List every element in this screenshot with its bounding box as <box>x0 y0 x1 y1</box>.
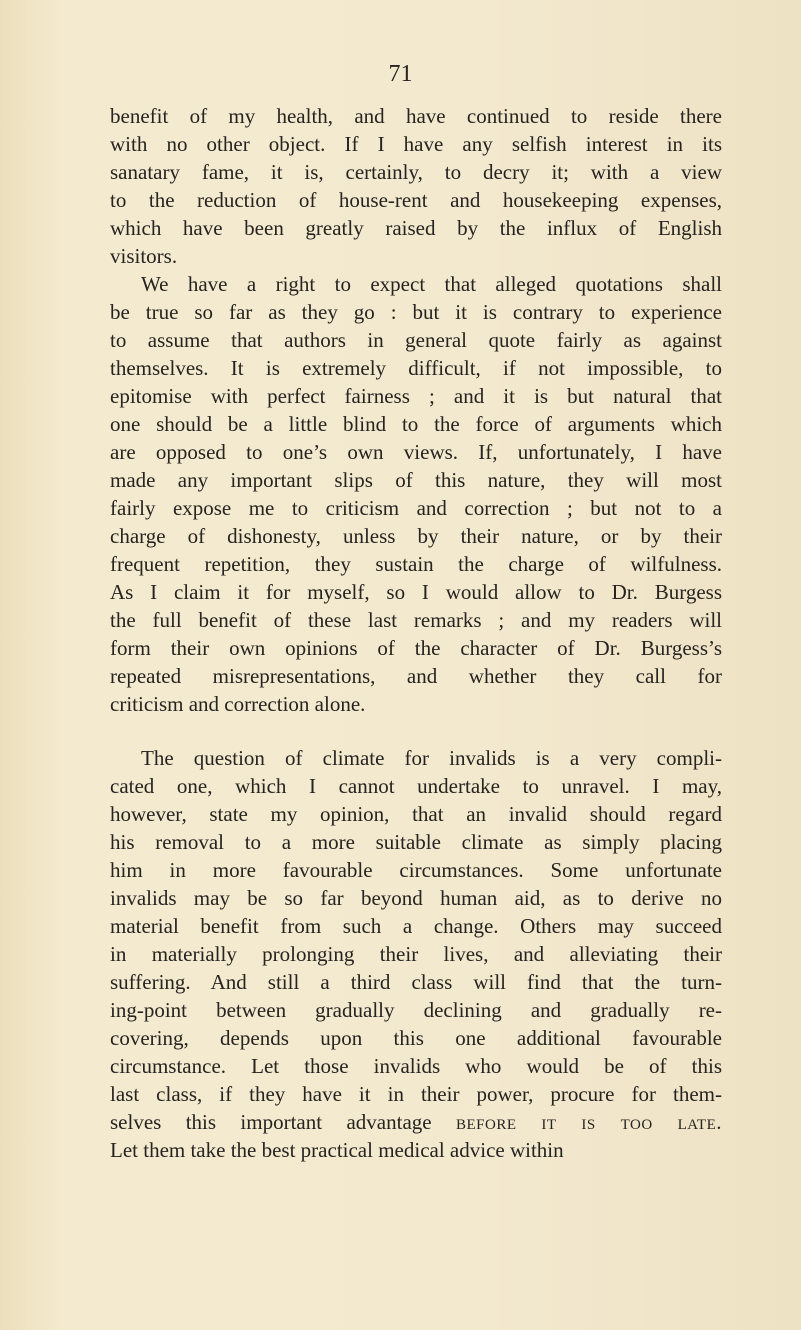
text-line: suffering. And still a third class will find that the turn- <box>110 970 722 994</box>
text-line: covering, depends upon this one additional favourable <box>110 1026 722 1050</box>
text-line: benefit of my health, and have continued to reside there <box>110 104 722 128</box>
text-line: form their own opinions of the character of Dr. Burgess’s <box>110 636 722 660</box>
text-line: cated one, which I cannot undertake to unravel. I may, <box>110 774 722 798</box>
text-line: him in more favourable circumstances. Some unfortunate <box>110 858 722 882</box>
paragraph-1 <box>110 102 722 270</box>
text-line: epitomise with perfect fairness ; and it is but natural that <box>110 384 722 408</box>
text-line: The question of climate for invalids is a very compli- <box>141 746 722 770</box>
text-line: themselves. It is extremely difficult, if not impossible, to <box>110 356 722 380</box>
text-line: be true so far as they go : but it is contrary to experience <box>110 300 722 324</box>
text-line: however, state my opinion, that an invalid should regard <box>110 802 722 826</box>
text-line: are opposed to one’s own views. If, unfortunately, I have <box>110 440 722 464</box>
text-line: frequent repetition, they sustain the charge of wilfulness. <box>110 552 722 576</box>
text-line: Let them take the best practical medical advice within <box>110 1138 564 1162</box>
text-block-bottom <box>110 744 722 1164</box>
text-line-prefix: selves this important advantage <box>110 1110 432 1134</box>
page-number: 71 <box>388 61 413 87</box>
text-line: As I claim it for myself, so I would allow to Dr. Burgess <box>110 580 722 604</box>
text-line: ing-point between gradually declining and gradually re- <box>110 998 722 1022</box>
text-line: with no other object. If I have any selfish interest in its <box>110 132 722 156</box>
text-line: visitors. <box>110 244 178 268</box>
small-caps-emphasis: before it is too late. <box>455 1110 722 1134</box>
text-line: We have a right to expect that alleged quotations shall <box>141 272 722 296</box>
paragraph-3 <box>110 744 722 1164</box>
text-line: to assume that authors in general quote fairly as against <box>110 328 722 352</box>
text-line: material benefit from such a change. Others may succeed <box>110 914 722 938</box>
text-line: last class, if they have it in their power, procure for them- <box>110 1082 722 1106</box>
text-block-top <box>110 102 722 718</box>
text-line: fairly expose me to criticism and correction ; but not to a <box>110 496 722 520</box>
text-line: to the reduction of house-rent and housekeeping expenses, <box>110 188 722 212</box>
text-line: circumstance. Let those invalids who would be of this <box>110 1054 722 1078</box>
text-line <box>110 1108 722 1136</box>
text-line: invalids may be so far beyond human aid, as to derive no <box>110 886 722 910</box>
text-line: made any important slips of this nature, they will most <box>110 468 722 492</box>
text-line: charge of dishonesty, unless by their nature, or by their <box>110 524 722 548</box>
text-line: one should be a little blind to the force of arguments which <box>110 412 722 436</box>
text-line: in materially prolonging their lives, and alleviating their <box>110 942 722 966</box>
text-line: sanatary fame, it is, certainly, to decry it; with a view <box>110 160 722 184</box>
text-line: the full benefit of these last remarks ; and my readers will <box>110 608 722 632</box>
text-line: which have been greatly raised by the influx of English <box>110 216 722 240</box>
paragraph-2 <box>110 270 722 718</box>
text-line: his removal to a more suitable climate as simply placing <box>110 830 722 854</box>
text-line: repeated misrepresentations, and whether they call for <box>110 664 722 688</box>
text-line: criticism and correction alone. <box>110 692 366 716</box>
